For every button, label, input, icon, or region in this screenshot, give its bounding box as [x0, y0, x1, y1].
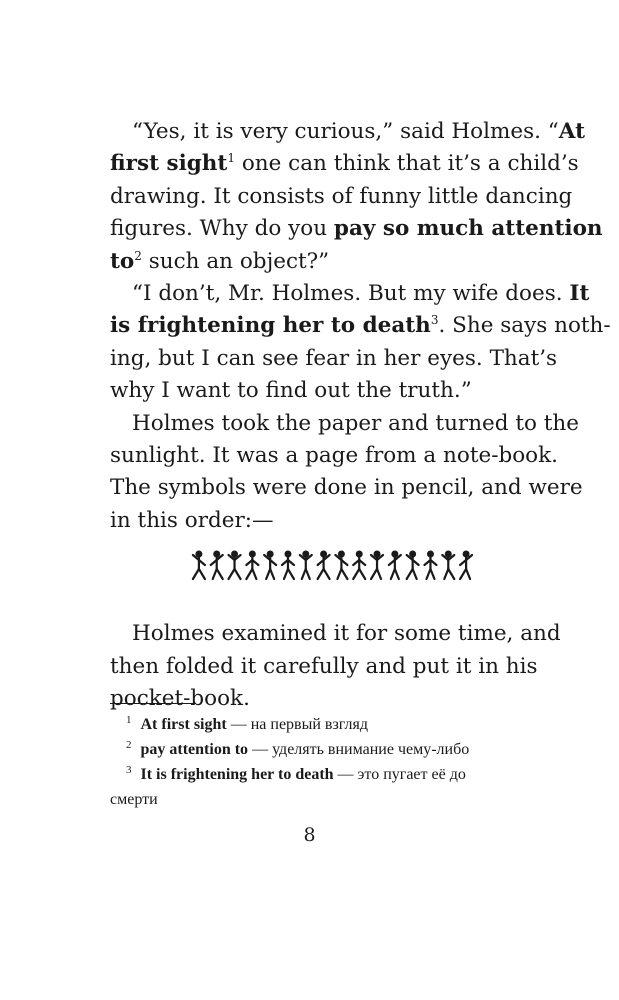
dancing-man-icon — [335, 552, 347, 579]
bold-term: first sight — [110, 151, 228, 177]
text-line: is frightening her to death$^3$. She says noth- — [110, 313, 611, 339]
text-line: then folded it carefully and put it in his — [110, 653, 538, 679]
dancing-man-icon — [407, 552, 419, 579]
dancing-man-icon — [353, 552, 365, 579]
dancing-man-icon — [460, 552, 472, 579]
text-line: “I don’t, Mr. Holmes. But my wife does. It — [132, 281, 590, 307]
bold-term: pay so much attention — [333, 216, 603, 242]
page-number: 8 — [303, 824, 316, 846]
footnote-ref: 3 — [430, 313, 439, 328]
text-line: $to^2$ such an object?” — [110, 248, 330, 274]
bold-term: to — [110, 248, 135, 274]
dancing-man-icon — [318, 552, 330, 579]
text-line: ing, but I can see fear in her eyes. That’s — [110, 345, 558, 371]
text-line: The symbols were done in pencil, and were — [110, 475, 583, 501]
dancing-man-icon — [389, 552, 401, 579]
text-line: Holmes examined it for some time, and — [132, 621, 561, 647]
text-line: “Yes, it is very curious,” said Holmes. “At — [132, 119, 586, 144]
dancing-man-icon — [229, 552, 241, 579]
main-text — [110, 116, 611, 716]
footnote-ref: 2 — [134, 248, 142, 263]
footnote-2: $^2$ pay attention to — уделять внимание чему-либо — [126, 738, 470, 758]
bold-term: It — [569, 281, 590, 307]
dancing-man-icon — [264, 552, 276, 579]
text-line: in this order:— — [110, 507, 274, 533]
footnote-1: $^1$ At first sight — на первый взгляд — [126, 713, 369, 733]
bold-term: is frightening her to death — [110, 313, 431, 339]
text-line: drawing. It consists of funny little dancing — [110, 183, 573, 209]
text-line: first sight$^1$ one can think that it’s a child’s — [110, 151, 579, 177]
dancing-man-icon — [424, 552, 436, 579]
text-line: Holmes took the paper and turned to the — [132, 410, 579, 436]
footnote-3-continued: смерти — [110, 791, 158, 808]
dancing-man-icon — [193, 552, 205, 579]
dancing-man-icon — [300, 552, 312, 579]
footnotes — [110, 712, 558, 812]
dancing-man-icon — [371, 552, 383, 579]
footnote-rule — [110, 703, 196, 704]
footnote-3: $^3$ It is frightening her to death — это пугает её до — [126, 763, 466, 783]
dancing-men-figures — [190, 548, 475, 582]
dancing-man-icon — [282, 552, 294, 579]
text-line: why I want to find out the truth.” — [110, 378, 472, 404]
text-line: figures. Why do you pay so much attention — [110, 216, 603, 242]
text-line: sunlight. It was a page from a note-book. — [110, 443, 558, 469]
text-line: pocket-book. — [110, 686, 250, 712]
dancing-man-icon — [442, 552, 454, 579]
footnote-ref: 1 — [227, 151, 235, 166]
dancing-man-icon — [246, 552, 258, 579]
bold-term: At — [558, 119, 586, 144]
dancing-man-icon — [211, 552, 223, 579]
